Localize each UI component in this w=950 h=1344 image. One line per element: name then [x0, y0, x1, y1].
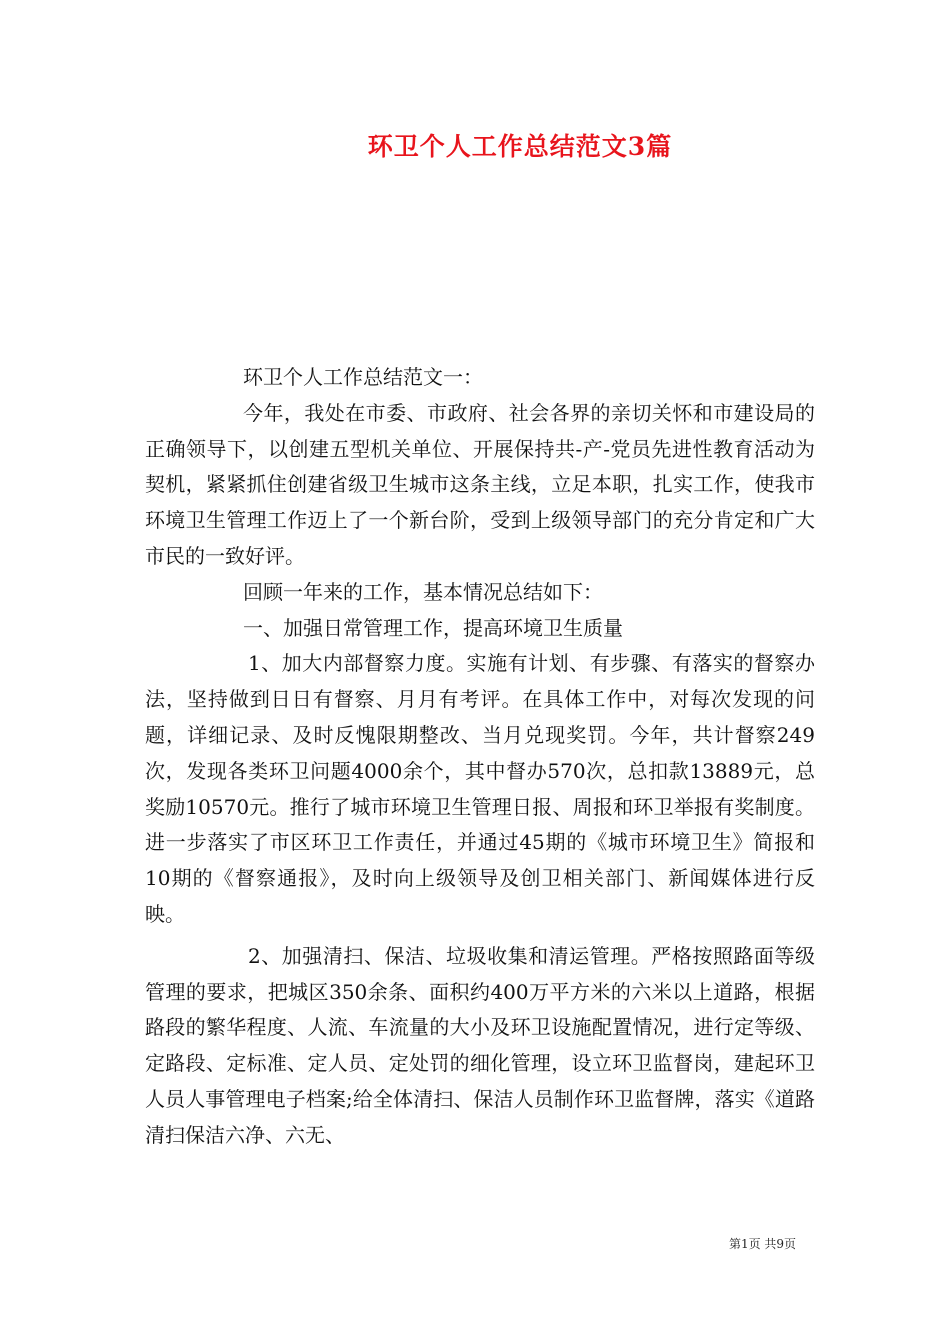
- document-body: [145, 360, 815, 1154]
- section-label: 环卫个人工作总结范文一：: [243, 365, 483, 389]
- paragraph-intro: 今年，我处在市委、市政府、社会各界的亲切关怀和市建设局的正确领导下，以创建五型机关单位、开展保持共-产-党员先进性教育活动为契机，紧紧抓住创建省级卫生城市这条主线，立足本职，扎实工作，使我市环境卫生管理工作迈上了一个新台阶，受到上级领导部门的充分肯定和广大市民的一致好评。: [145, 400, 815, 568]
- paragraph-review: 回顾一年来的工作，基本情况总结如下：: [243, 579, 603, 604]
- paragraph-item-one: 1、加大内部督察力度。实施有计划、有步骤、有落实的督察办法，坚持做到日日有督察、月月有考评。在具体工作中，对每次发现的问题，详细记录、及时反愧限期整改、当月兑现奖罚。今年，共计督察249次，发现各类环卫问题4000余个，其中督办570次，总扣款13889元，总奖励10570元。推行了城市环境卫生管理日报、周报和环卫举报有奖制度。进一步落实了市区环卫工作责任，并通过45期的《城市环境卫生》简报和10期的《督察通报》，及时向上级领导及创卫相关部门、新闻媒体进行反映。: [145, 651, 815, 926]
- heading-one: 一、加强日常管理工作，提高环境卫生质量: [243, 615, 623, 640]
- page-footer: 第1页 共9页: [728, 1237, 797, 1251]
- page-title: 环卫个人工作总结范文3篇: [367, 132, 673, 161]
- paragraph-item-two: 2、加强清扫、保洁、垃圾收集和清运管理。严格按照路面等级管理的要求，把城区350余条、面积约400万平方米的六米以上道路，根据路段的繁华程度、人流、车流量的大小及环卫设施配置情况，进行定等级、定路段、定标准、定人员、定处罚的细化管理，设立环卫监督岗，建起环卫人员人事管理电子档案;给全体清扫、保洁人员制作环卫监督牌，落实《道路清扫保洁六净、六无、: [145, 943, 815, 1147]
